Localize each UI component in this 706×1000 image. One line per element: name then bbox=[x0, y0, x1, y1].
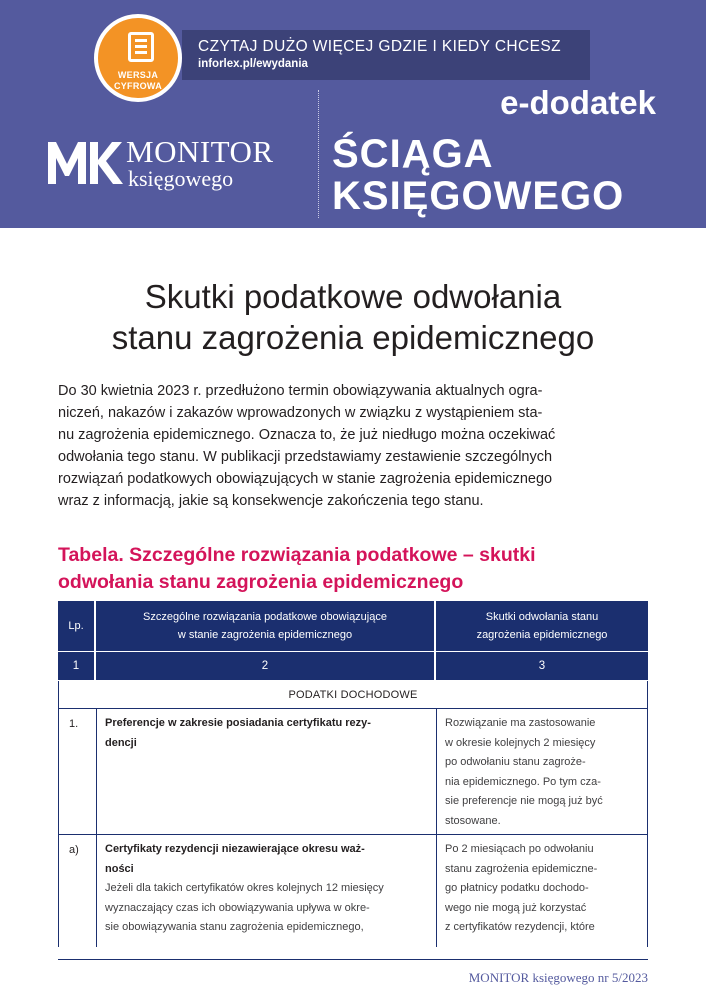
header-solutions-line1: Szczególne rozwiązania podatkowe obowiązujące bbox=[143, 611, 387, 623]
intro-line: odwołania tego stanu. W publikacji przedstawiamy zestawienie szczególnych bbox=[58, 449, 553, 465]
effect-line: Po 2 miesiącach po odwołaniu bbox=[445, 843, 594, 855]
header-divider bbox=[318, 90, 319, 218]
header-effects bbox=[436, 601, 648, 651]
description-line: Preferencje w zakresie posiadania certyfikatu rezy- bbox=[105, 717, 371, 729]
effect-line: stosowane. bbox=[445, 814, 501, 827]
intro-line: niczeń, nakazów i zakazów wprowadzonych w związku z wystąpieniem sta- bbox=[58, 405, 543, 421]
table-row-description bbox=[96, 835, 436, 947]
article-title bbox=[0, 276, 706, 358]
effect-line: po odwołaniu stanu zagroże- bbox=[445, 756, 586, 768]
intro-line: wraz z informacją, jakie są konsekwencje zakończenia tego stanu. bbox=[58, 493, 484, 509]
table-row-description bbox=[96, 709, 436, 835]
column-number: 3 bbox=[436, 652, 648, 680]
description-line: sie obowiązywania stanu zagrożenia epidemicznego, bbox=[105, 921, 364, 933]
article-title-line2: stanu zagrożenia epidemicznego bbox=[111, 319, 595, 356]
promo-box[interactable] bbox=[182, 30, 590, 80]
column-number: 2 bbox=[96, 652, 435, 680]
table-title-line2: odwołania stanu zagrożenia epidemicznego bbox=[58, 571, 464, 593]
footer bbox=[469, 970, 648, 986]
publication-name: MONITOR bbox=[126, 134, 274, 169]
effect-line: stanu zagrożenia epidemiczne- bbox=[445, 862, 598, 875]
effect-line: Rozwiązanie ma zastosowanie bbox=[445, 717, 596, 729]
article-title-line1: Skutki podatkowe odwołania bbox=[144, 278, 562, 315]
column-number: 1 bbox=[58, 652, 95, 680]
footer-rule bbox=[58, 959, 648, 960]
header-solutions bbox=[96, 601, 435, 651]
description-line: dencji bbox=[105, 736, 137, 749]
badge-label-line1: WERSJA bbox=[117, 70, 159, 80]
badge-label-line2: CYFROWA bbox=[113, 81, 163, 91]
document-icon bbox=[128, 32, 154, 62]
table-row-effect bbox=[436, 709, 648, 835]
table-row-effect bbox=[436, 835, 648, 947]
intro-line: rozwiązań podatkowych obowiązujących w stanie zagrożenia epidemicznego bbox=[58, 471, 553, 487]
table-row-lp: a) bbox=[58, 835, 96, 947]
description-line: ności bbox=[105, 862, 134, 875]
effect-line: go płatnicy podatku dochodo- bbox=[445, 882, 589, 894]
table-title-line1: Tabela. Szczególne rozwiązania podatkowe – skutki bbox=[58, 544, 536, 566]
effect-line: sie preferencje nie mogą już być bbox=[445, 795, 603, 807]
intro-line: Do 30 kwietnia 2023 r. przedłużono termin obowiązywania aktualnych ogra- bbox=[58, 383, 543, 399]
footer-publication-sub: księgowego bbox=[532, 970, 595, 985]
table-title bbox=[58, 542, 658, 596]
description-line: wyznaczający czas ich obowiązywania upływa w okre- bbox=[105, 901, 370, 914]
mk-logo-icon bbox=[48, 138, 124, 184]
publication-subtitle: księgowego bbox=[128, 166, 234, 191]
description-line: Certyfikaty rezydencji niezawierające okresu waż- bbox=[105, 843, 365, 855]
effect-line: z certyfikatów rezydencji, które bbox=[445, 921, 595, 933]
intro-line: nu zagrożenia epidemicznego. Oznacza to, że już niedługo można oczekiwać bbox=[58, 427, 556, 443]
description-line: Jeżeli dla takich certyfikatów okres kolejnych 12 miesięcy bbox=[105, 882, 384, 894]
header-solutions-line2: w stanie zagrożenia epidemicznego bbox=[177, 629, 353, 641]
promo-headline: CZYTAJ DUŻO WIĘCEJ GDZIE I KIEDY CHCESZ bbox=[198, 38, 561, 55]
section-header: PODATKI DOCHODOWE bbox=[58, 681, 648, 709]
digital-version-badge bbox=[94, 14, 182, 102]
edition-label: e-dodatek bbox=[500, 84, 656, 121]
effect-line: w okresie kolejnych 2 miesięcy bbox=[445, 736, 596, 749]
footer-issue: nr 5/2023 bbox=[597, 970, 648, 985]
effect-line: nia epidemicznego. Po tym cza- bbox=[445, 775, 601, 788]
supplement-title-line2: KSIĘGOWEGO bbox=[332, 174, 625, 218]
supplement-title-line1: ŚCIĄGA bbox=[332, 132, 494, 176]
table-row-lp: 1. bbox=[58, 709, 96, 835]
footer-publication: MONITOR bbox=[468, 970, 530, 985]
effect-line: wego nie mogą już korzystać bbox=[445, 901, 587, 914]
header-effects-line1: Skutki odwołania stanu bbox=[485, 611, 599, 623]
header-lp: Lp. bbox=[58, 601, 95, 651]
header-banner bbox=[0, 0, 706, 228]
intro-paragraph bbox=[58, 380, 650, 512]
promo-link[interactable]: inforlex.pl/ewydania bbox=[198, 58, 308, 70]
header-effects-line2: zagrożenia epidemicznego bbox=[476, 629, 608, 641]
